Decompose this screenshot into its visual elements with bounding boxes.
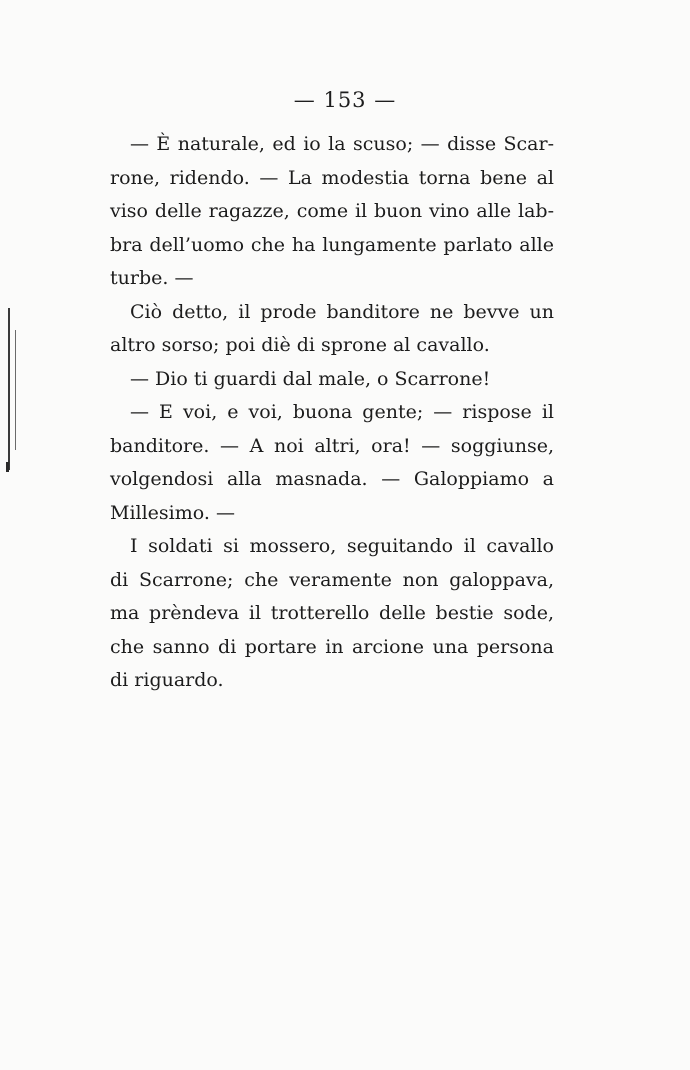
text-line: turbe. — (110, 267, 194, 289)
text-line: — E voi, e voi, buona gente; — rispose il (130, 401, 554, 423)
text-line: di Scarrone; che veramente non galoppava, (110, 568, 554, 591)
text-line: banditore. — A noi altri, ora! — soggiunse, (110, 434, 554, 457)
page-edge-mark (8, 308, 10, 470)
text-line: di riguardo. (110, 669, 224, 691)
text-line: Ciò detto, il prode banditore ne bevve un (130, 300, 554, 323)
text-line: I soldati si mossero, seguitando il cavallo (130, 535, 554, 557)
page-number: — 153 — (293, 88, 397, 112)
text-line: — È naturale, ed io la scuso; — disse Scar- (130, 133, 554, 155)
text-line: ma prèndeva il trotterello delle bestie sode, (110, 602, 554, 624)
text-line: altro sorso; poi diè di sprone al cavallo. (110, 334, 490, 356)
page-edge-mark-secondary (15, 330, 16, 450)
text-line: — Dio ti guardi dal male, o Scarrone! (130, 367, 491, 390)
text-line: volgendosi alla masnada. — Galoppiamo a (110, 468, 554, 490)
text-line: rone, ridendo. — La modestia torna bene al (110, 166, 554, 189)
text-line: bra dell’uomo che ha lungamente parlato alle (110, 233, 554, 256)
body-text (110, 128, 554, 698)
page-edge-tick (6, 462, 9, 472)
text-line: viso delle ragazze, come il buon vino alle lab- (110, 200, 554, 222)
text-line: Millesimo. — (110, 501, 235, 524)
text-line: che sanno di portare in arcione una persona (110, 635, 554, 658)
